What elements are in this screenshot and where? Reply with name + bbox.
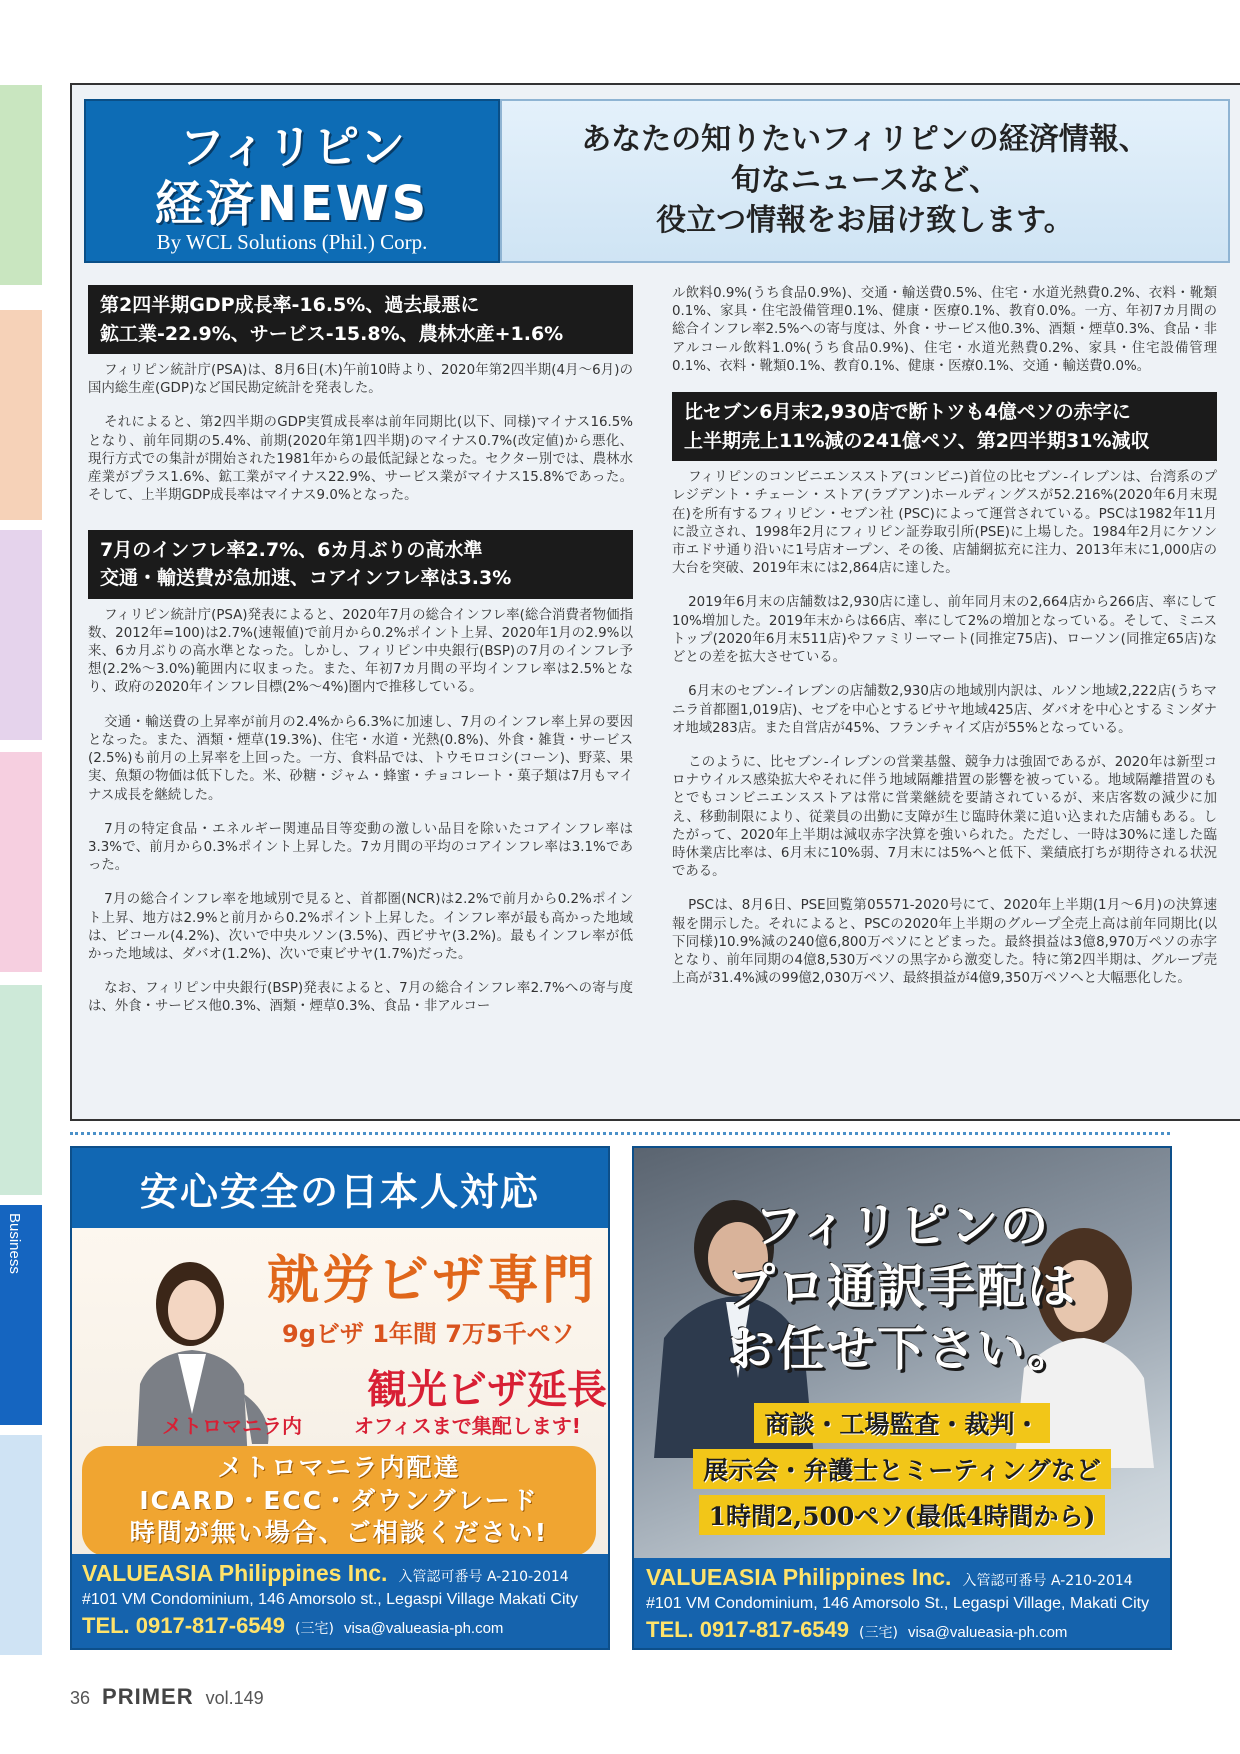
ad-visa-price: 9gビザ 1年間 7万5千ペソ xyxy=(282,1320,575,1348)
ad-interpreter-headline-line: お任せ下さい。 xyxy=(726,1320,1077,1377)
ad-visa-tourist: 観光ビザ延長 xyxy=(367,1367,607,1413)
article-inflation-headline-line1: 7月のインフレ率2.7%、6カ月ぶりの高水準 xyxy=(100,538,483,561)
banner-title-line2: 経済NEWS xyxy=(154,176,430,232)
ad-interpreter-phone[interactable]: TEL. 0917-817-6549 xyxy=(646,1617,850,1642)
ad-interpreter-email[interactable]: visa@valueasia-ph.com xyxy=(907,1624,1068,1641)
banner-tagline-line: 役立つ情報をお届け致します。 xyxy=(656,203,1074,239)
ad-interpreter-address: #101 VM Condominium, 146 Amorsolo St., Legaspi Village, Makati City xyxy=(646,1595,1150,1612)
article-seven-paragraph: フィリピンのコンビニエンスストア(コンビニ)首位の比セブン-イレブンは、台湾系のプレジデント・チェーン・ストア(ラブアン)ホールディングスが52.216%(2020年6月末現在)を所有するフィリピン・セブン社 (PSC)によって運営されている。PSCは1982年11月に設立され、1998年2月にフィリピン証券取引所(PSE)に上場した。1984年2月にケソン市エドサ通り沿いに1号店オープン、その後、店舗網拡充に注力、2013年末に1,000店の大台を突破、2019年末には2,864店に達した。 xyxy=(672,470,1217,577)
article-gdp-paragraph: それによると、第2四半期のGDP実質成長率は前年同期比(以下、同様)マイナス16.5%となり、前年同期の5.4%、前期(2020年第1四半期)のマイナス0.7%(改定値)から悪化、現行方式での集計が開始された1981年からの最低記録となった。セクター別では、農林水産業がプラス1.6%、鉱工業がマイナス22.9%、サービス業がマイナス15.8%であった。 そして、上半期GDP成長率はマイナス9.0%となった。 xyxy=(88,415,633,504)
ad-visa-service-line: ICARD・ECC・ダウングレード xyxy=(139,1485,539,1515)
banner-tagline-block xyxy=(500,99,1230,263)
article-inflation-paragraph: 7月の特定食品・エネルギー関連品目等変動の激しい品目を除いたコアインフレ率は3.3%で、前月から0.3%ポイント上昇した。7カ月間の平均のコアインフレ率は3.1%であった。 xyxy=(88,821,633,874)
article-seven-headline xyxy=(672,392,1217,461)
ad-visa-service-line: 時間が無い場合、ご相談ください! xyxy=(129,1518,549,1548)
news-column-right xyxy=(672,285,1217,1005)
section-divider xyxy=(70,1132,1170,1135)
ad-visa-contact xyxy=(72,1554,608,1650)
article-inflation-paragraph: 7月の総合インフレ率を地域別で見ると、首都圏(NCR)は2.2%で前月から0.2%ポイント上昇、地方は2.9%と前月から0.2%ポイント上昇した。インフレ率が最も高かった地域は、ビコール(4.2%)、次いで中央ルソン(3.5%)、西ビサヤ(3.2%)。最もインフレ率が低かった地域は、ダバオ(1.2%)、次いで東ビサヤ(1.7%)だった。 xyxy=(88,892,633,963)
banner-tagline-line: 旬なニュースなど、 xyxy=(730,162,1000,198)
ad-visa-service-line: メトロマニラ内配達 xyxy=(217,1453,461,1483)
banner-tagline-line: あなたの知りたいフィリピンの経済情報、 xyxy=(581,122,1149,158)
article-inflation-paragraph: 交通・輸送費の上昇率が前月の2.4%から6.3%に加速し、7月のインフレ率上昇の要因となった。また、酒類・煙草(19.3%)、住宅・水道・光熱(0.8%)、外食・雑貨・サービス(2.5%)も前月の上昇率を上回った。一方、食料品では、トウモロコシ(コーン)、野菜、果実、魚類の物価は低下した。米、砂糖・ジャム・蜂蜜・チョコレート・菓子類は7月もマイナス成長を継続した。 xyxy=(88,714,633,803)
banner-byline: By WCL Solutions (Phil.) Corp. xyxy=(156,230,428,254)
news-section xyxy=(70,83,1240,1121)
article-inflation-headline xyxy=(88,530,633,599)
article-gdp-paragraph: フィリピン統計庁(PSA)は、8月6日(木)午前10時より、2020年第2四半期(4月〜6月)の国内総生産(GDP)など国民勘定統計を発表した。 xyxy=(88,363,633,397)
ad-interpreter-headline-line: フィリピンの xyxy=(753,1198,1051,1254)
article-gdp-headline-line1: 第2四半期GDP成長率-16.5%、過去最悪に xyxy=(100,294,480,316)
article-seven-paragraph: 2019年6月末の店舗数は2,930店に達し、前年同月末の2,664店から266店、率にして10%増加した。2019年末からは66店、率にして2%の増加となっている。そして、ミニストップ(2020年6月末511店)やファミリーマート(同推定75店)、ローソン(同推定65店)などとの差を拡大させている。 xyxy=(672,595,1217,666)
banner-title-line1: フィリピン xyxy=(178,120,406,174)
ad-visa-company: VALUEASIA Philippines Inc. xyxy=(82,1560,388,1586)
ad-interpreter-service-line: 商談・工場監査・裁判・ xyxy=(754,1403,1049,1443)
news-column-left xyxy=(88,285,633,1033)
edge-tab-business-label: Business xyxy=(6,1213,23,1274)
edge-tab-green xyxy=(0,85,42,285)
edge-tab-light xyxy=(0,1435,42,1655)
ad-visa-header: 安心安全の日本人対応 xyxy=(72,1148,608,1228)
magazine-logo: PRIMER xyxy=(102,1684,194,1709)
ad-visa-body xyxy=(72,1228,608,1554)
edge-tab-mint xyxy=(0,985,42,1195)
ad-visa-contact-name: (三宅) xyxy=(295,1621,334,1637)
edge-tab-business[interactable] xyxy=(0,1205,42,1425)
ad-interpreter-service-line: 展示会・弁護士とミーティングなど xyxy=(693,1449,1111,1489)
article-inflation-headline-line2: 交通・輸送費が急加速、コアインフレ率は3.3% xyxy=(100,567,512,590)
edge-tab-pink xyxy=(0,752,42,972)
ad-interpreter-headline-line: プロ通訳手配は xyxy=(726,1259,1077,1316)
ad-visa-email[interactable]: visa@valueasia-ph.com xyxy=(343,1620,504,1637)
ad-interpreter-price: 1時間2,500ペソ(最低4時間から) xyxy=(699,1495,1106,1535)
article-seven-headline-line2: 上半期売上11%減の241億ペソ、第2四半期31%減収 xyxy=(684,429,1150,452)
ad-visa-address: #101 VM Condominium, 146 Amorsolo st., Legaspi Village Makati City xyxy=(82,1591,578,1608)
ad-visa-phone[interactable]: TEL. 0917-817-6549 xyxy=(82,1613,286,1638)
ad-visa-license: 入管認可番号 A-210-2014 xyxy=(398,1569,569,1585)
page-number: 36 xyxy=(70,1688,91,1708)
edge-tab-lavender xyxy=(0,530,42,740)
ad-interpreter-company: VALUEASIA Philippines Inc. xyxy=(646,1564,952,1590)
article-gdp-headline-line2: 鉱工業-22.9%、サービス-15.8%、農林水産+1.6% xyxy=(100,322,564,345)
ad-interpreter-contact xyxy=(634,1558,1170,1650)
article-seven-headline-line1: 比セブン6月末2,930店で断トツも4億ペソの赤字に xyxy=(684,401,1131,424)
article-seven-paragraph: PSCは、8月6日、PSE回覧第05571-2020号にて、2020年上半期(1月〜6月)の決算速報を開示した。それによると、PSCの2020年上半期のグループ全売上高は前年同期比(以下同様)10.9%減の240億6,800万ペソにとどまった。最終損益は3億8,970万ペソの赤字となり、前年同期の4億8,530万ペソの黒字から激変した。特に第2四半期は、グループ売上高が31.4%減の99億2,030万ペソ、最終損益が4億9,350万ペソへと大幅悪化した。 xyxy=(672,898,1217,987)
ad-visa[interactable] xyxy=(70,1146,610,1650)
ad-visa-office-tag: オフィスまで集配します! xyxy=(354,1414,581,1438)
article-seven-paragraph: 6月末のセブン-イレブンの店舗数2,930店の地域別内訳は、ルソン地域2,222店(うちマニラ首都圏1,019店)、セブを中心とするビサヤ地域425店、ダバオを中心とするミンダナオ地域283店。また自営店が45%、フランチャイズ店が55%となっている。 xyxy=(672,684,1217,736)
ad-interpreter-services xyxy=(634,1400,1170,1538)
ad-visa-main: 就労ビザ専門 xyxy=(267,1251,598,1311)
banner-title-block xyxy=(84,99,500,263)
ad-interpreter[interactable] xyxy=(632,1146,1172,1650)
article-seven-paragraph: このように、比セブン-イレブンの営業基盤、競争力は強固であるが、2020年は新型コロナウイルス感染拡大やそれに伴う地域隔離措置の影響を被っている。地域隔離措置のもとでもコンビニエンスストアは常に営業継続を要請されているが、来店客数の減少に加え、移動制限により、従業員の出勤に支障が生じ臨時休業に追い込まれた店舗もある。したがって、2020年上半期は減収赤字決算を強いられた。ただし、一時は30%に達した臨時休業店比率は、6月末に10%弱、7月末には5%へと低下、業績底打ちが期待される状況である。 xyxy=(672,754,1217,880)
article-inflation-paragraph: なお、フィリピン中央銀行(BSP)発表によると、7月の総合インフレ率2.7%への寄与度は、外食・サービス他0.3%、酒類・煙草0.3%、食品・非アルコー xyxy=(88,981,633,1015)
volume-number: vol.149 xyxy=(205,1688,264,1708)
edge-tab-peach xyxy=(0,310,42,520)
ad-visa-service-box xyxy=(82,1446,596,1556)
ad-visa-metro-tag: メトロマニラ内 xyxy=(162,1414,302,1438)
ad-interpreter-headline xyxy=(634,1196,1170,1380)
ad-interpreter-license: 入管認可番号 A-210-2014 xyxy=(962,1573,1133,1589)
article-inflation-paragraph: フィリピン統計庁(PSA)発表によると、2020年7月の総合インフレ率(総合消費者物価指数、2012年=100)は2.7%(速報値)で前月から0.2%ポイント上昇、2020年1月の2.9%以来、6カ月ぶりの高水準となった。しかし、フィリピン中央銀行(BSP)の7月のインフレ予想(2.2%〜3.0%)範囲内に収まった。また、年初7カ月間の平均インフレ率は2.5%となり、政府の2020年インフレ目標(2%〜4%)圏内で推移している。 xyxy=(88,607,633,696)
ad-interpreter-contact-name: (三宅) xyxy=(859,1625,898,1641)
page-footer xyxy=(70,1684,264,1710)
article-gdp-headline xyxy=(88,285,633,354)
article-inflation-paragraph: ル飲料0.9%(うち食品0.9%)、交通・輸送費0.5%、住宅・水道光熱費0.2%、衣料・靴類0.1%、家具・住宅設備管理0.1%、健康・医療0.1%、教育0.0%。一方、年初7カ月間の総合インフレ率2.5%への寄与度は、外食・サービス他0.3%、酒類・煙草0.3%、食品・非アルコール飲料1.0%(うち食品0.9%)、住宅・水道光熱費0.2%、家具・住宅設備管理0.1%、衣料・靴類0.1%、教育0.1%、健康・医療0.1%、交通・輸送費0.0%。 xyxy=(672,286,1217,374)
